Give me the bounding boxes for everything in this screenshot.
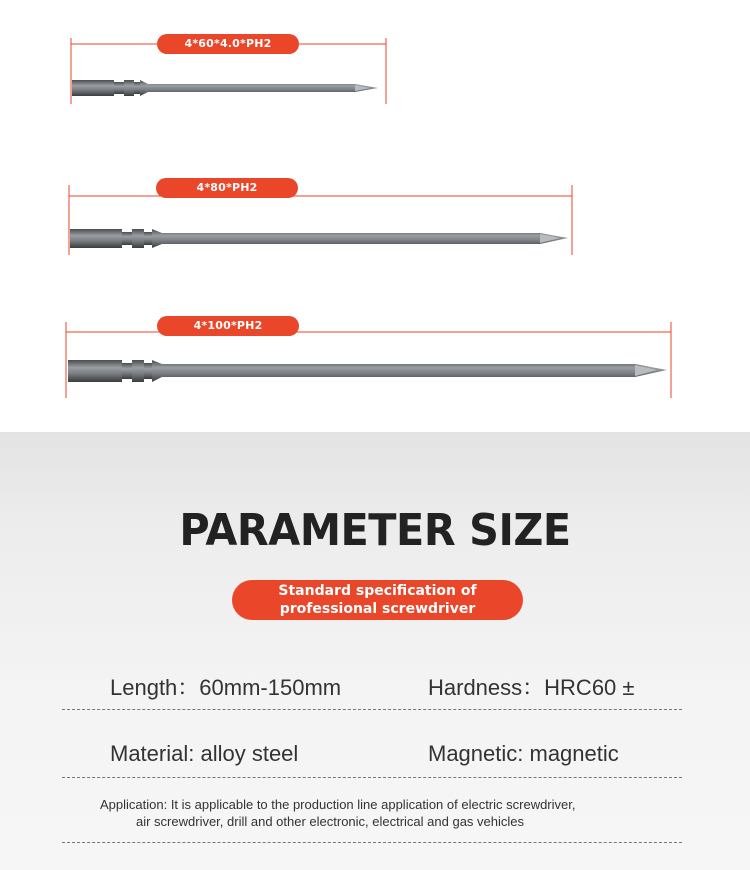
spec-hardness: Hardness：HRC60 ± xyxy=(428,675,635,700)
spec-magnetic: Magnetic: magnetic xyxy=(428,741,619,766)
divider xyxy=(62,777,682,778)
screwdriver-bit-100mm xyxy=(0,0,750,420)
application-text xyxy=(100,796,660,830)
subtitle-badge xyxy=(232,580,523,620)
application-line-1: Application: It is applicable to the production line application of electric screwdriver, xyxy=(100,797,576,812)
subtitle-line-2: professional screwdriver xyxy=(279,601,476,617)
spec-material: Material: alloy steel xyxy=(110,741,299,766)
divider xyxy=(62,709,682,710)
divider xyxy=(62,842,682,843)
bit-100mm-drawing xyxy=(0,0,750,420)
spec-length: Length：60mm-150mm xyxy=(110,675,342,700)
subtitle-line-1: Standard specification of xyxy=(278,583,477,599)
bit-size-label: 4*80*PH2 xyxy=(156,178,298,198)
product-image-section xyxy=(0,0,750,432)
application-line-2: air screwdriver, drill and other electronic, electrical and gas vehicles xyxy=(136,814,525,829)
bit-size-label: 4*100*PH2 xyxy=(157,316,299,336)
bit-size-label: 4*60*4.0*PH2 xyxy=(157,34,299,54)
section-title: PARAMETER SIZE xyxy=(179,505,571,556)
